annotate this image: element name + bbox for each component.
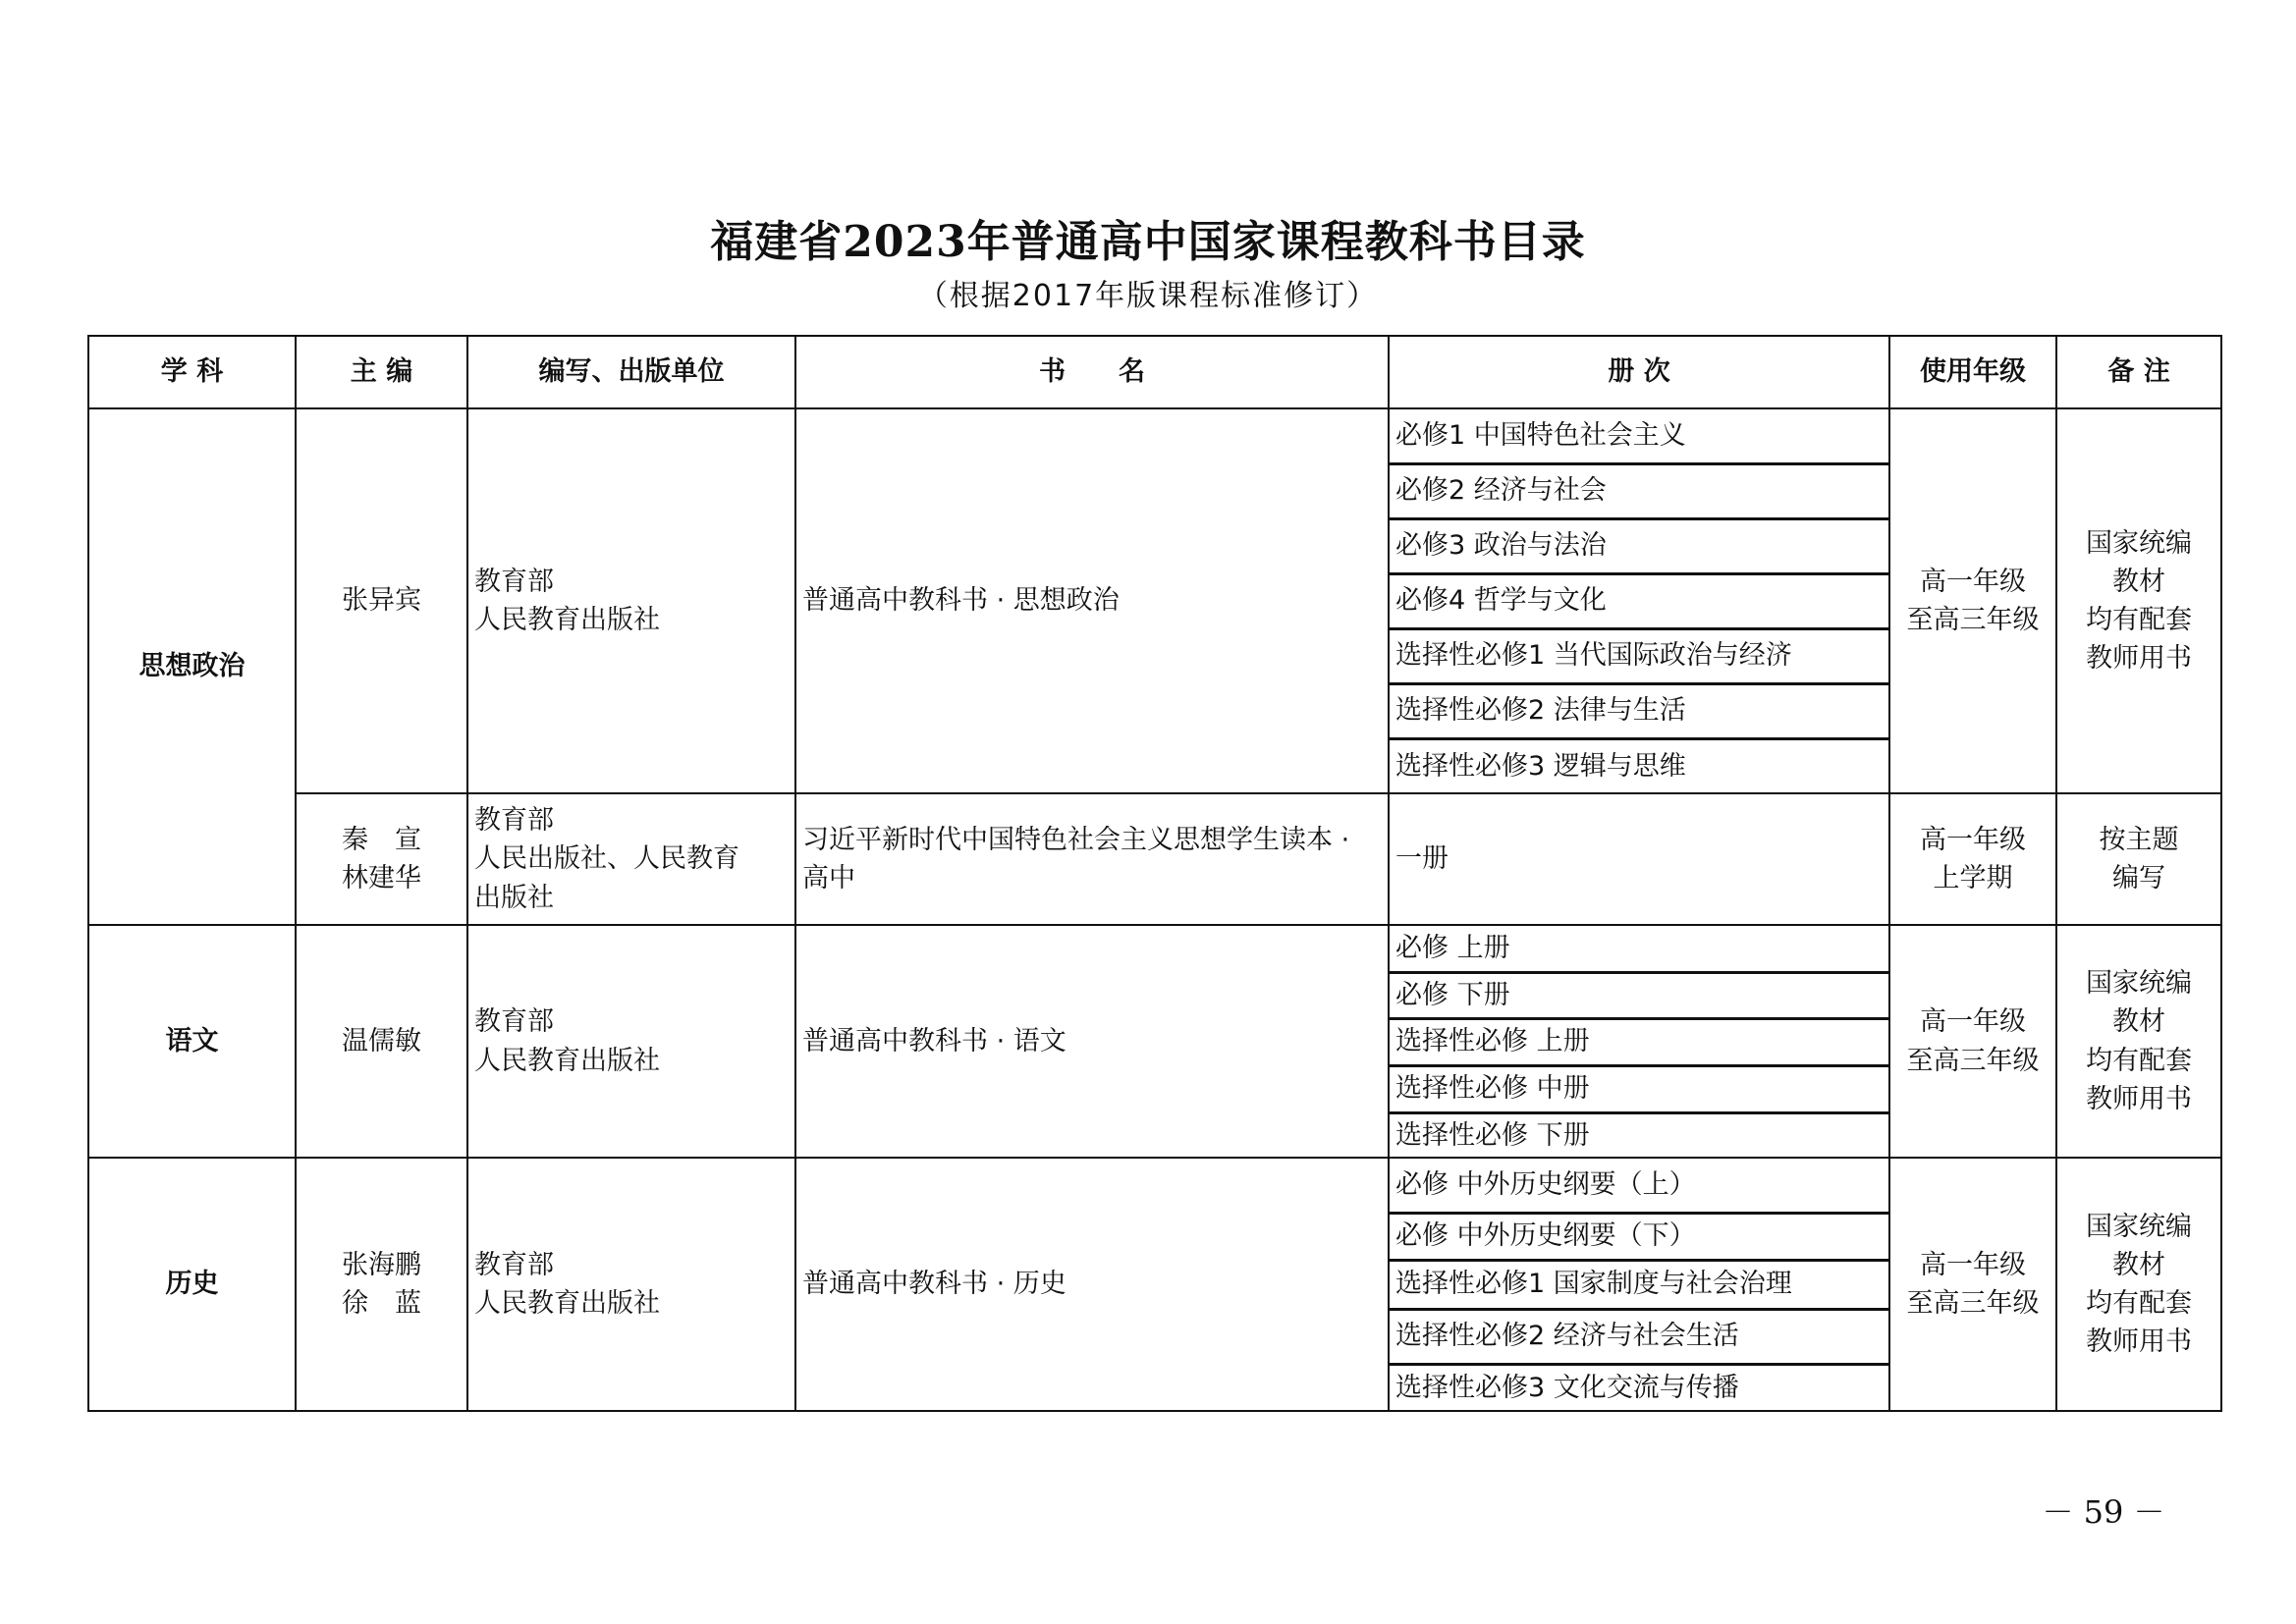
publisher-line: 教育部 xyxy=(474,1006,554,1038)
subject-cell: 历史 xyxy=(88,1158,296,1411)
note-line: 国家统编 xyxy=(2086,968,2192,1000)
volume-cell: 选择性必修 上册 xyxy=(1389,1018,1889,1065)
header-book-title: 书 名 xyxy=(795,336,1389,408)
note-cell xyxy=(2056,1158,2221,1411)
volume-cell: 必修 中外历史纲要（上） xyxy=(1389,1158,1889,1213)
subject-cell: 语文 xyxy=(88,925,296,1158)
table-row xyxy=(88,925,2221,972)
volume-cell: 选择性必修3 文化交流与传播 xyxy=(1389,1364,1889,1411)
note-line: 教师用书 xyxy=(2086,1083,2192,1114)
editor-name: 徐 蓝 xyxy=(342,1288,421,1319)
volume-cell: 必修 下册 xyxy=(1389,972,1889,1018)
publisher-cell xyxy=(467,408,795,793)
volume-cell: 一册 xyxy=(1389,793,1889,925)
grade-line: 高一年级 xyxy=(1920,1249,2026,1280)
note-line: 编写 xyxy=(2112,863,2165,893)
note-line: 均有配套 xyxy=(2086,1045,2192,1076)
grade-line: 至高三年级 xyxy=(1906,1288,2040,1319)
note-line: 教师用书 xyxy=(2086,1326,2192,1358)
book-title-cell: 普通高中教科书 · 语文 xyxy=(795,925,1389,1158)
subject-cell: 思想政治 xyxy=(88,408,296,925)
publisher-line: 教育部 xyxy=(474,566,554,597)
note-cell xyxy=(2056,925,2221,1158)
book-title-cell: 习近平新时代中国特色社会主义思想学生读本 · 高中 xyxy=(795,793,1389,925)
editor-name: 林建华 xyxy=(342,863,421,893)
publisher-line: 教育部 xyxy=(474,805,554,837)
volume-cell: 选择性必修 中册 xyxy=(1389,1065,1889,1112)
volume-cell: 选择性必修2 经济与社会生活 xyxy=(1389,1309,1889,1364)
volume-cell: 选择性必修1 当代国际政治与经济 xyxy=(1389,628,1889,683)
editor-cell xyxy=(296,925,467,1158)
publisher-line: 教育部 xyxy=(474,1249,554,1280)
editor-cell xyxy=(296,408,467,793)
grade-cell xyxy=(1889,925,2056,1158)
grade-line: 高一年级 xyxy=(1920,1006,2026,1038)
document-subtitle: （根据2017年版课程标准修订） xyxy=(917,279,1379,313)
editor-cell xyxy=(296,793,467,925)
grade-line: 上学期 xyxy=(1933,863,2013,893)
volume-cell: 必修2 经济与社会 xyxy=(1389,463,1889,518)
volume-cell: 选择性必修 下册 xyxy=(1389,1112,1889,1158)
volume-cell: 必修 中外历史纲要（下） xyxy=(1389,1213,1889,1260)
note-line: 均有配套 xyxy=(2086,605,2192,635)
volume-cell: 必修1 中国特色社会主义 xyxy=(1389,408,1889,463)
publisher-line: 人民教育出版社 xyxy=(474,605,660,635)
editor-name: 张海鹏 xyxy=(342,1249,421,1280)
note-line: 均有配套 xyxy=(2086,1288,2192,1319)
publisher-line: 人民教育出版社 xyxy=(474,1045,660,1076)
note-line: 教师用书 xyxy=(2086,643,2192,675)
header-editor: 主 编 xyxy=(296,336,467,408)
editor-name: 温儒敏 xyxy=(342,1025,421,1056)
editor-name: 秦 宣 xyxy=(342,824,421,855)
publisher-cell xyxy=(467,925,795,1158)
table-row xyxy=(88,408,2221,463)
page-number: － 59 － xyxy=(2042,1493,2165,1531)
table-row xyxy=(88,1158,2221,1213)
publisher-line: 人民教育出版社 xyxy=(474,1288,660,1319)
table-row xyxy=(88,793,2221,925)
header-grade: 使用年级 xyxy=(1889,336,2056,408)
volume-cell: 必修3 政治与法治 xyxy=(1389,518,1889,573)
header-publisher: 编写、出版单位 xyxy=(467,336,795,408)
note-line: 教材 xyxy=(2112,1006,2165,1038)
publisher-cell xyxy=(467,793,795,925)
grade-cell xyxy=(1889,408,2056,793)
publisher-cell xyxy=(467,1158,795,1411)
grade-line: 高一年级 xyxy=(1920,566,2026,597)
publisher-line: 人民出版社、人民教育 xyxy=(474,843,739,875)
volume-cell: 选择性必修1 国家制度与社会治理 xyxy=(1389,1260,1889,1309)
grade-line: 至高三年级 xyxy=(1906,605,2040,635)
note-line: 按主题 xyxy=(2099,824,2179,855)
document-title: 福建省2023年普通高中国家课程教科书目录 xyxy=(710,217,1586,267)
header-note: 备 注 xyxy=(2056,336,2221,408)
volume-cell: 必修4 哲学与文化 xyxy=(1389,573,1889,628)
note-line: 国家统编 xyxy=(2086,1211,2192,1242)
volume-cell: 选择性必修3 逻辑与思维 xyxy=(1389,738,1889,793)
volume-cell: 必修 上册 xyxy=(1389,925,1889,972)
header-subject: 学 科 xyxy=(88,336,296,408)
table-header-row xyxy=(88,336,2221,408)
note-cell xyxy=(2056,408,2221,793)
editor-cell xyxy=(296,1158,467,1411)
note-line: 教材 xyxy=(2112,1249,2165,1280)
editor-name: 张异宾 xyxy=(342,585,421,617)
volume-cell: 选择性必修2 法律与生活 xyxy=(1389,683,1889,738)
note-line: 教材 xyxy=(2112,566,2165,597)
note-cell xyxy=(2056,793,2221,925)
book-title-cell: 普通高中教科书 · 历史 xyxy=(795,1158,1389,1411)
grade-line: 至高三年级 xyxy=(1906,1045,2040,1076)
grade-cell xyxy=(1889,793,2056,925)
header-volume: 册 次 xyxy=(1389,336,1889,408)
grade-cell xyxy=(1889,1158,2056,1411)
book-title-cell: 普通高中教科书 · 思想政治 xyxy=(795,408,1389,793)
publisher-line: 出版社 xyxy=(474,882,554,913)
textbook-catalog-table xyxy=(87,335,2222,1412)
grade-line: 高一年级 xyxy=(1920,824,2026,855)
note-line: 国家统编 xyxy=(2086,527,2192,559)
